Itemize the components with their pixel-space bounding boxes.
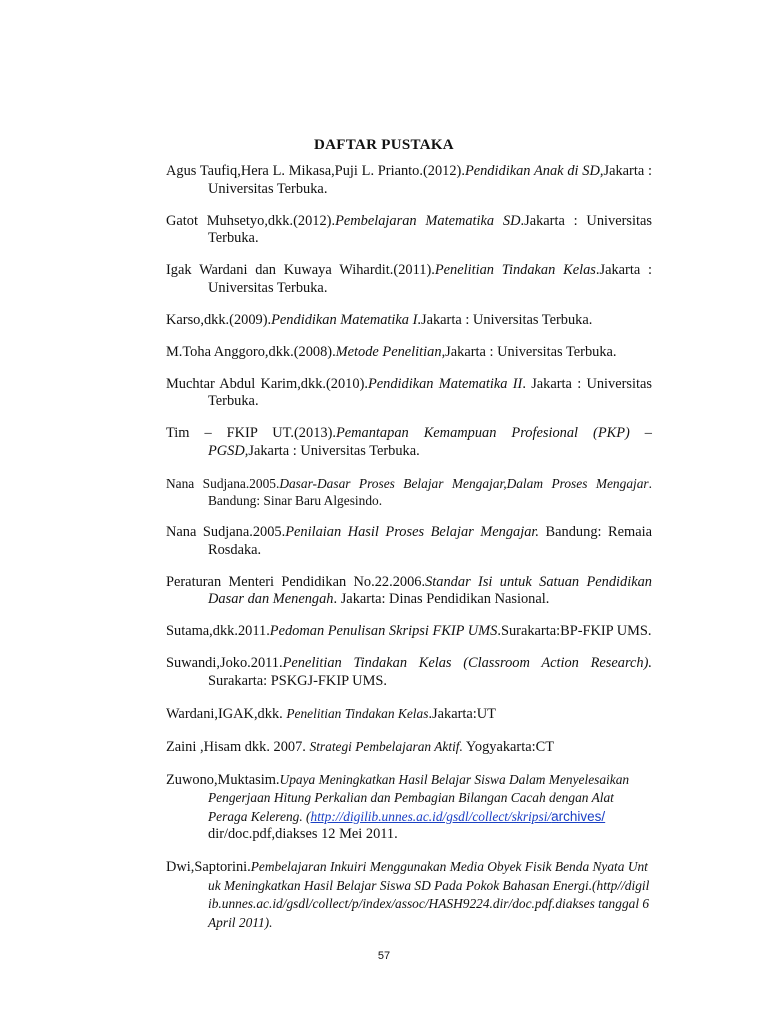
reference-link-archives[interactable]: archives/ bbox=[551, 808, 606, 824]
reference-item: Tim – FKIP UT.(2013).Pemantapan Kemampuan Profesional (PKP) – PGSD,Jakarta : Universitas Terbuka. bbox=[166, 425, 652, 459]
reference-item: Zaini ,Hisam dkk. 2007. Strategi Pembelajaran Aktif. Yogyakarta:CT bbox=[166, 738, 554, 755]
page-number: 57 bbox=[377, 950, 391, 962]
reference-item: Agus Taufiq,Hera L. Mikasa,Puji L. Prianto.(2012).Pendidikan Anak di SD,Jakarta : Universitas Terbuka. bbox=[166, 163, 652, 197]
reference-item: Suwandi,Joko.2011.Penelitian Tindakan Kelas (Classroom Action Research). Surakarta: PSKGJ-FKIP UMS. bbox=[166, 655, 652, 689]
reference-item: Wardani,IGAK,dkk. Penelitian Tindakan Kelas.Jakarta:UT bbox=[166, 705, 496, 722]
reference-item: Nana Sudjana.2005.Penilaian Hasil Proses Belajar Mengajar. Bandung: Remaia Rosdaka. bbox=[166, 524, 652, 558]
reference-link[interactable]: http://digilib.unnes.ac.id/gsdl/collect/skripsi/ bbox=[310, 808, 552, 824]
reference-item: Peraturan Menteri Pendidikan No.22.2006.Standar Isi untuk Satuan Pendidikan Dasar dan Menengah. Jakarta: Dinas Pendidikan Nasional. bbox=[166, 573, 652, 607]
reference-item: Karso,dkk.(2009).Pendidikan Matematika I.Jakarta : Universitas Terbuka. bbox=[166, 311, 593, 328]
page-title: DAFTAR PUSTAKA bbox=[314, 137, 454, 153]
reference-item: Igak Wardani dan Kuwaya Wihardit.(2011).Penelitian Tindakan Kelas.Jakarta : Universitas Terbuka. bbox=[166, 262, 652, 296]
reference-item: Dwi,Saptorini.Pembelajaran Inkuiri Menggunakan Media Obyek Fisik Benda Nyata Untuk Meningkatkan Hasil Belajar Siswa SD Pada Pokok Bahasan Energi.(http//digilib.unnes.ac.id/gsdl/collect/p/index/assoc/HASH9224.dir/doc.pdf.diakses tanggal 6 April 2011). bbox=[166, 859, 650, 930]
reference-item: Sutama,dkk.2011.Pedoman Penulisan Skripsi FKIP UMS.Surakarta:BP-FKIP UMS. bbox=[166, 623, 652, 639]
reference-item: Muchtar Abdul Karim,dkk.(2010).Pendidikan Matematika II. Jakarta : Universitas Terbuka. bbox=[166, 375, 653, 409]
reference-item: Nana Sudjana.2005.Dasar-Dasar Proses Belajar Mengajar,Dalam Proses Mengajar. Bandung: Sinar Baru Algesindo. bbox=[166, 475, 653, 508]
reference-item: M.Toha Anggoro,dkk.(2008).Metode Penelitian,Jakarta : Universitas Terbuka. bbox=[166, 343, 617, 360]
reference-list bbox=[166, 163, 652, 947]
reference-item: Gatot Muhsetyo,dkk.(2012).Pembelajaran Matematika SD.Jakarta : Universitas Terbuka. bbox=[166, 212, 652, 246]
reference-item: Zuwono,Muktasim.Upaya Meningkatkan Hasil Belajar Siswa Dalam Menyelesaikan Pengerjaan Hitung Perkalian dan Pembagian Bilangan Cacah dengan Alat Peraga Kelereng. (http://digilib.unnes.ac.id/gsdl/collect/skripsi/archives/ dir/doc.pdf,diakses 12 Mei 2011. bbox=[166, 771, 630, 842]
